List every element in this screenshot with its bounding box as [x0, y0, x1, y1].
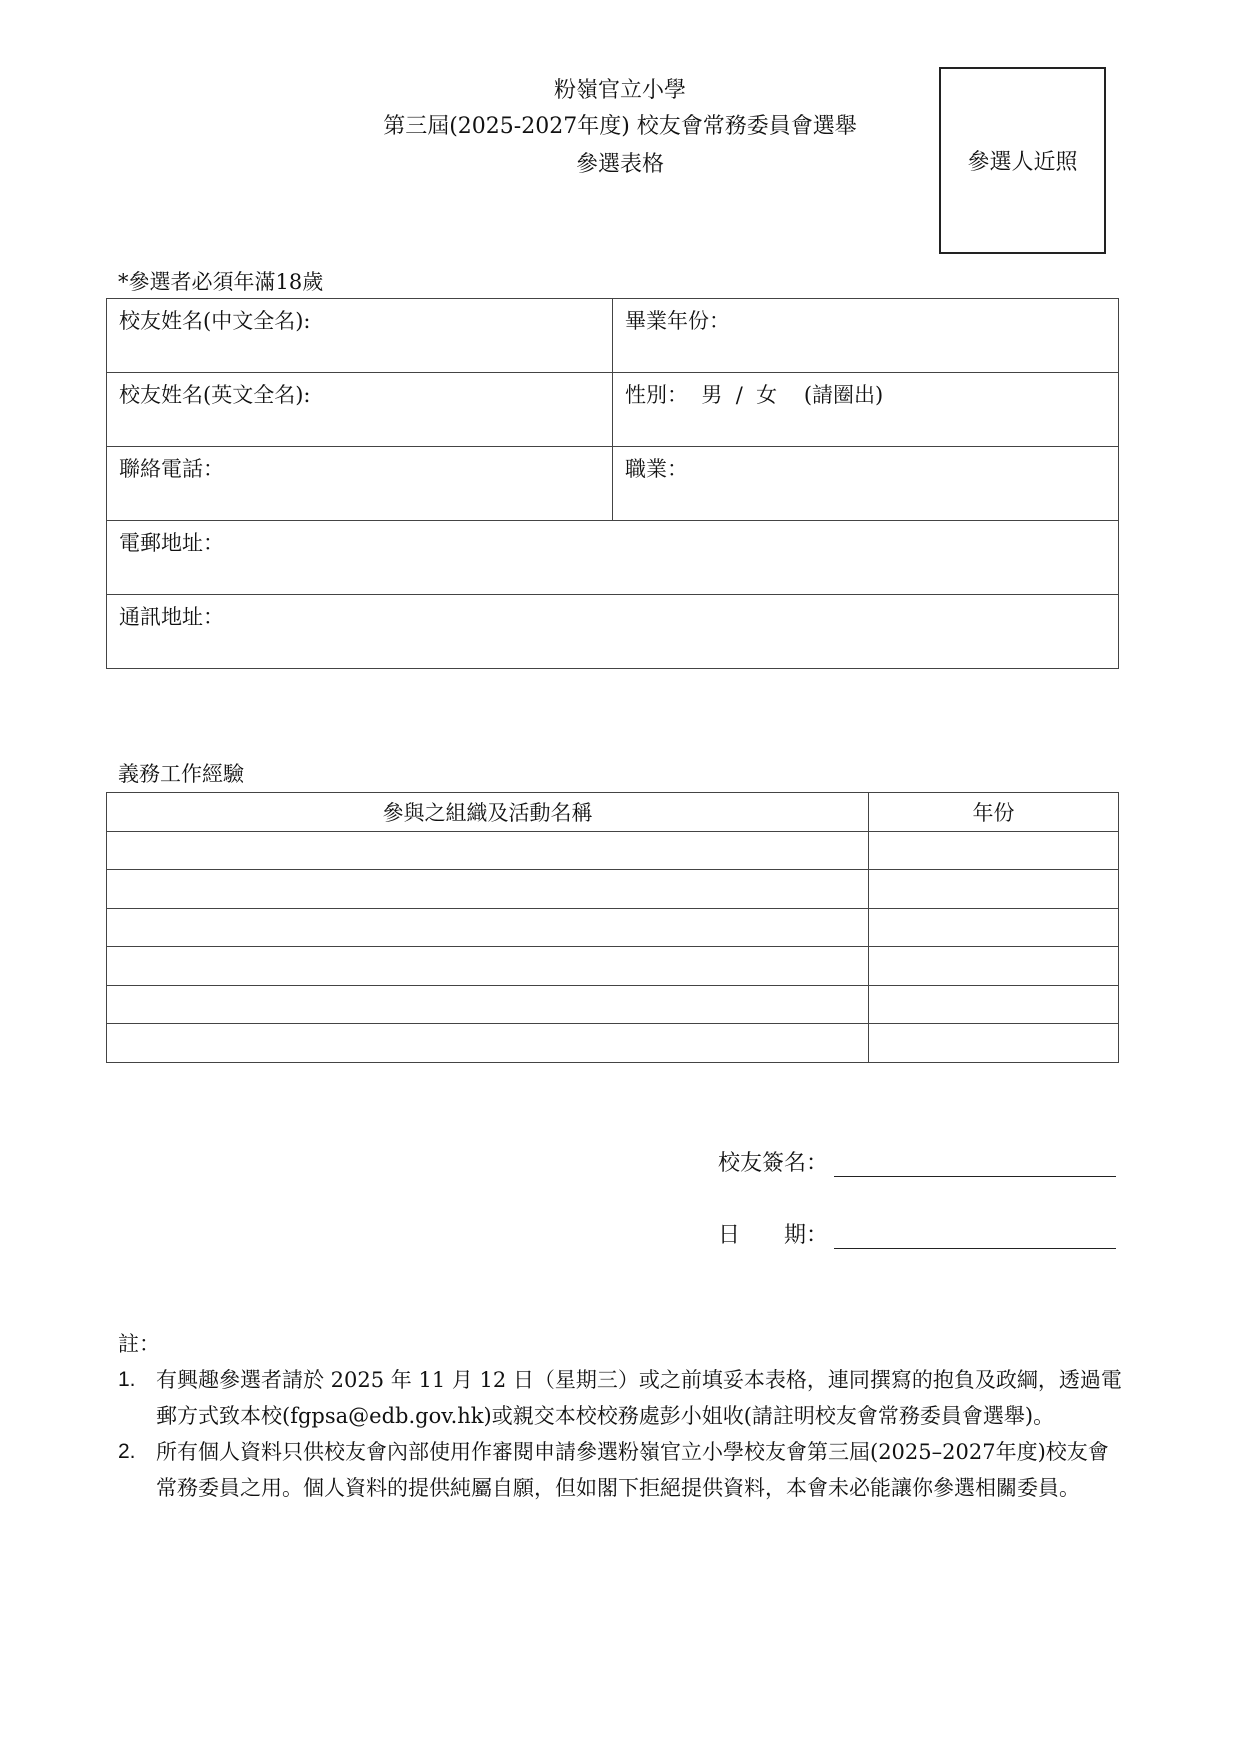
- phone-label: 聯絡電話：: [119, 457, 224, 481]
- graduation-year-label: 畢業年份：: [625, 309, 730, 333]
- volunteer-experience-table: [106, 792, 1119, 1063]
- date-line[interactable]: [834, 1224, 1116, 1249]
- election-title: 第三屆(2025-2027年度) 校友會常務委員會選舉: [383, 114, 857, 139]
- address-label: 通訊地址：: [119, 605, 224, 629]
- chinese-name-field[interactable]: [107, 299, 613, 373]
- occupation-field[interactable]: [613, 447, 1119, 521]
- photo-box-label: 參選人近照: [967, 150, 1078, 175]
- table-row: [107, 831, 1119, 870]
- chinese-name-label: 校友姓名(中文全名):: [119, 309, 311, 333]
- organization-cell[interactable]: [107, 831, 869, 870]
- note-text: 所有個人資料只供校友會內部使用作審閱申請參選粉嶺官立小學校友會第三屆(2025–2027年度)校友會常務委員之用。個人資料的提供純屬自願，但如閣下拒絕提供資料，本會未必能讓你參選相關委員。: [156, 1440, 1109, 1500]
- date-row: [718, 1218, 1116, 1249]
- table-row: [107, 947, 1119, 986]
- graduation-year-field[interactable]: [613, 299, 1119, 373]
- organization-cell[interactable]: [107, 1024, 869, 1063]
- table-row: [107, 985, 1119, 1024]
- column-header-organization: 參與之組織及活動名稱: [107, 793, 869, 832]
- year-cell[interactable]: [869, 870, 1119, 909]
- note-number: 2.: [118, 1440, 136, 1463]
- note-text: 有興趣參選者請於 2025 年 11 月 12 日（星期三）或之前填妥本表格，連同撰寫的抱負及政綱，透過電郵方式致本校(fgpsa@edb.gov.hk)或親交本校校務處彭小姐收(請註明校友會常務委員會選舉)。: [156, 1368, 1122, 1428]
- year-cell[interactable]: [869, 947, 1119, 986]
- table-row: [107, 908, 1119, 947]
- personal-info-table: [106, 298, 1119, 669]
- address-field[interactable]: [107, 595, 1119, 669]
- year-cell[interactable]: [869, 985, 1119, 1024]
- age-requirement-note: *參選者必須年滿18歲: [118, 270, 324, 294]
- occupation-label: 職業：: [625, 457, 688, 481]
- signature-label: 校友簽名：: [718, 1151, 829, 1176]
- table-row: [107, 1024, 1119, 1063]
- email-label: 電郵地址：: [119, 531, 224, 555]
- table-row: [107, 870, 1119, 909]
- year-cell[interactable]: [869, 908, 1119, 947]
- gender-field[interactable]: [613, 373, 1119, 447]
- notes-heading: 註：: [118, 1332, 160, 1356]
- note-item: [118, 1434, 1128, 1506]
- signature-line[interactable]: [834, 1152, 1116, 1177]
- form-title: 參選表格: [575, 152, 664, 177]
- organization-cell[interactable]: [107, 870, 869, 909]
- year-cell[interactable]: [869, 831, 1119, 870]
- phone-field[interactable]: [107, 447, 613, 521]
- organization-cell[interactable]: [107, 985, 869, 1024]
- year-cell[interactable]: [869, 1024, 1119, 1063]
- photo-box: [939, 67, 1106, 254]
- note-number: 1.: [118, 1368, 136, 1391]
- notes-section: [118, 1326, 1128, 1506]
- signature-row: [718, 1146, 1116, 1177]
- column-header-year: 年份: [869, 793, 1119, 832]
- note-item: [118, 1362, 1128, 1434]
- date-label: 日 期：: [718, 1223, 829, 1248]
- volunteer-section-title: 義務工作經驗: [118, 762, 244, 786]
- organization-cell[interactable]: [107, 947, 869, 986]
- english-name-label: 校友姓名(英文全名):: [119, 383, 311, 407]
- school-name: 粉嶺官立小學: [553, 78, 686, 103]
- english-name-field[interactable]: [107, 373, 613, 447]
- gender-label: 性別： 男 / 女 (請圈出): [625, 383, 884, 407]
- organization-cell[interactable]: [107, 908, 869, 947]
- email-field[interactable]: [107, 521, 1119, 595]
